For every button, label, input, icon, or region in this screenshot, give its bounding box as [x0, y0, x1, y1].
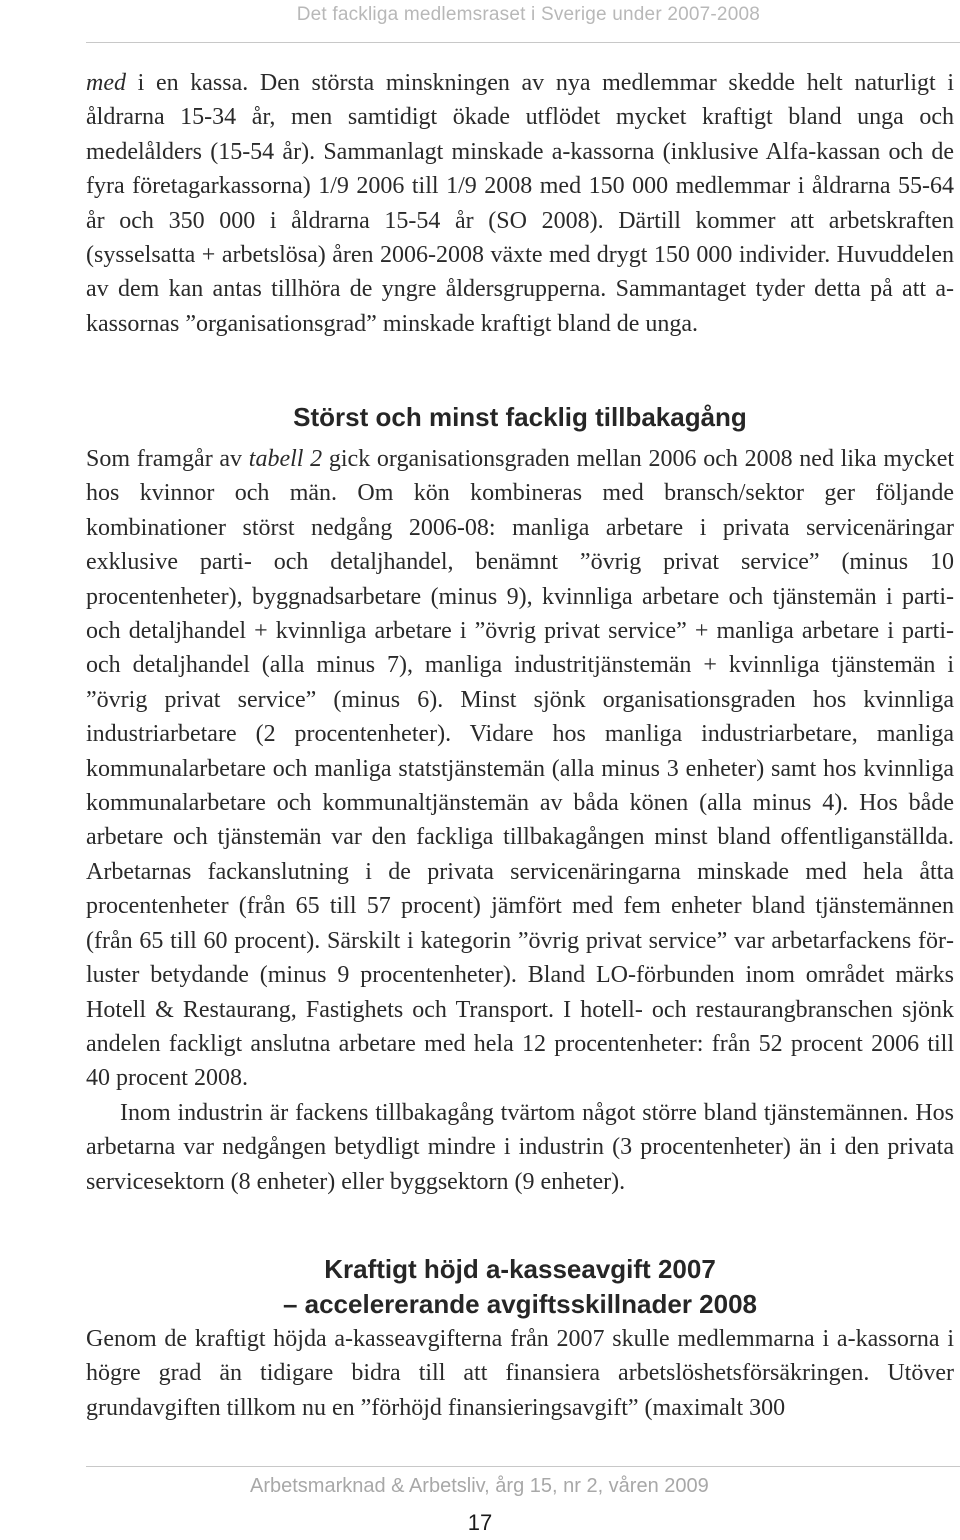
paragraph-4: Genom de kraftigt höjda a-kasseavgifterna från 2007 skulle medlemmarna i a-kassorna i högre grad än tidigare bidra till att finansiera arbetslöshetsförsäkringen. Utöver grundavgiften tillkom nu en ”förhöjd finansieringsavgift” (maximalt 300 — [86, 1326, 954, 1421]
header-rule — [86, 42, 960, 43]
heading-storst-och-minst: Störst och minst facklig tillbakagång — [293, 402, 747, 432]
footer-journal: Arbetsmarknad & Arbetsliv, årg 15, nr 2, våren 2009 — [250, 1475, 709, 1497]
page-number-value: 17 — [467, 1510, 493, 1535]
paragraph-1-italic: med — [86, 70, 126, 96]
section-3-text — [86, 1322, 954, 1425]
paragraph-2-lead: Som framgår av — [86, 446, 249, 472]
section-2-text — [86, 442, 954, 1199]
section-1-text — [86, 66, 954, 341]
paragraph-1 — [86, 66, 954, 341]
paragraph-2-text: gick organisationsgraden mellan 2006 och 2008 ned lika mycket hos kvinnor och män. Om kön kombineras med bransch/sektor ger följande kombinationer störst nedgång 2006-08: manliga arbetare i privata servicenäringar exklusive parti- och detaljhandel, benämnt ”övrig privat service” (minus 10 procentenheter), byggnadsarbetare (minus 9), kvinnliga arbetare och tjänstemän i parti- och detaljhandel + kvinnliga arbetare i ”övrig privat service” + manliga arbetare i parti- och detaljhandel (alla minus 7), manliga industritjänstemän + kvinnliga tjänstemän i ”övrig privat service” (minus 6). Minst sjönk organisationsgraden hos kvinnliga industriarbetare (2 procentenheter). Vidare hos manliga industriarbetare, manliga kommunalarbetare och manliga statstjänstemän (alla minus 3 enheter) samt hos kvinnliga kommunalarbetare och kommunaltjänstemän av båda könen (alla minus 4). Hos både arbetare och tjänstemän var den fackliga tillbakagången minst bland offentliganställda. Arbetarnas fackanslutning i de privata servicenäringarna minskade med hela åtta procentenheter (från 65 till 57 procent) jämfört med fem enheter bland tjänstemännen (från 65 till 60 procent). Särskilt i kategorin ”övrig privat service” var arbetarfackens förluster betydande (minus 9 procentenheter). Bland LO-förbunden inom området märks Hotell & Restaurang, Fastighets och Transport. I hotell- och restaurangbranschen sjönk andelen fackligt anslutna arbetare med hela 12 procentenheter: från 52 procent 2006 till 40 procent 2008. — [86, 446, 955, 1092]
footer-rule — [86, 1466, 960, 1467]
heading-line-1: Kraftigt höjd a-kasseavgift 2007 — [324, 1254, 716, 1284]
paragraph-1-text: i en kassa. Den största minskningen av nya medlemmar skedde helt naturligt i åldrarna 15-34 år, men samtidigt ökade utflödet mycket kraftigt bland unga och medelålders (15-54 år). Sammanlagt minskade a-kassorna (inklusive Alfa-kassan och de fyra företagarkassorna) 1/9 2006 till 1/9 2008 med 150 000 medlemmar i åldrarna 55-64 år och 350 000 i åldrarna 15-54 år (SO 2008). Därtill kommer att arbetskraften (sysselsatta + arbetslösa) åren 2006-2008 växte med drygt 150 000 individer. Huvuddelen av dem kan antas tillhöra de yngre åldersgrupperna. Sammantaget tyder detta på att a-kassornas ”organisationsgrad” minskade kraftigt bland de unga. — [86, 70, 954, 337]
heading-line-2: – accelererande avgiftsskillnader 2008 — [282, 1289, 758, 1319]
heading-kraftigt-hojd — [0, 1252, 960, 1322]
page-number — [0, 1510, 960, 1536]
table-reference: tabell 2 — [248, 446, 323, 472]
paragraph-2 — [86, 442, 954, 1096]
paragraph-3: Inom industrin är fackens tillbakagång tvärtom något större bland tjänstemännen. Hos arbetarna var nedgången betydligt mindre i industrin (3 procentenheter) än i den privata servicesektorn (8 enheter) eller byggsektorn (9 enheter). — [86, 1099, 954, 1195]
running-head-title: Det fackliga medlemsraset i Sverige under 2007-2008 — [296, 4, 760, 25]
